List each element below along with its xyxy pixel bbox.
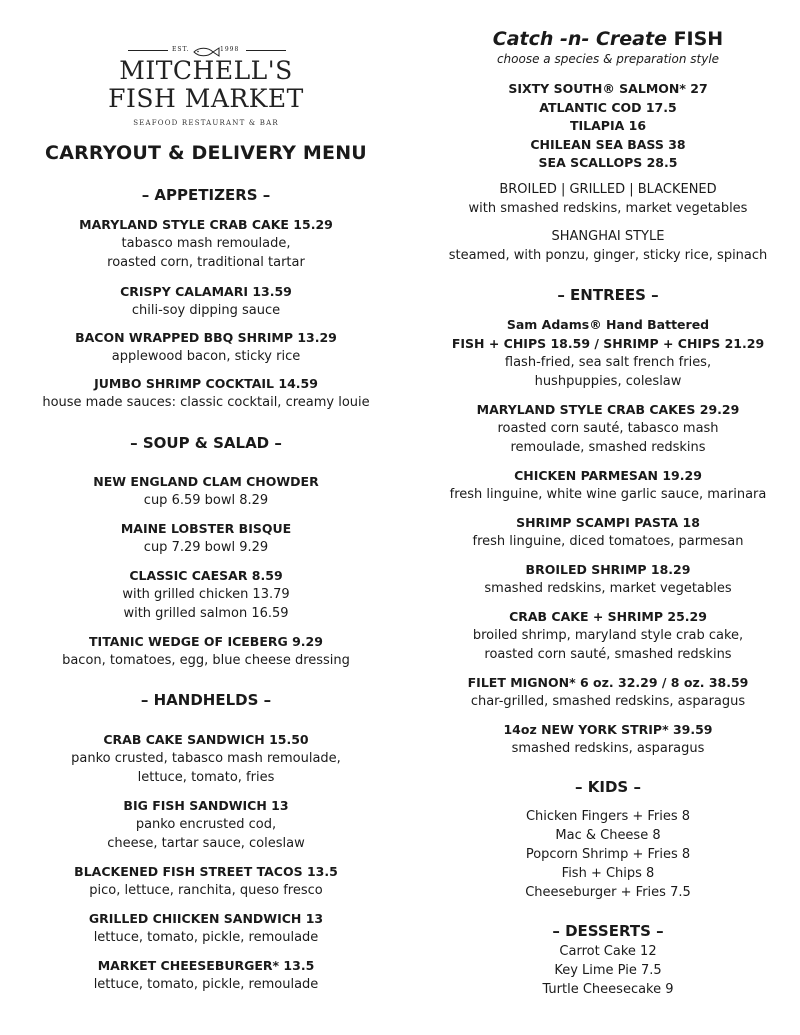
dessert-item: Carrot Cake 12 [559,944,657,959]
catch-title-italic: Catch -n- Create [492,28,667,50]
kids-item: Chicken Fingers + Fries 8 [525,809,691,824]
section-heading-kids: – KIDS – [575,778,641,796]
item-name: FILET MIGNON* 6 oz. 32.29 / 8 oz. 38.59 [467,675,749,690]
est-label: EST. [172,46,190,53]
kids-item: Mac & Cheese 8 [555,828,661,843]
species-item: TILAPIA 16 [569,118,647,133]
item-name: MARYLAND STYLE CRAB CAKES 29.29 [476,402,740,417]
item-name: BROILED SHRIMP 18.29 [525,562,691,577]
item-desc: cup 6.59 bowl 8.29 [143,493,269,508]
item-name: TITANIC WEDGE OF ICEBERG 9.29 [89,634,323,649]
menu-item [0,632,412,670]
item-desc: lettuce, tomato, pickle, remoulade [93,930,319,945]
menu-item [416,560,800,598]
section-heading-soup-salad: – SOUP & SALAD – [130,434,282,452]
item-desc: roasted corn sauté, smashed redskins [484,647,732,662]
item-name: 14oz NEW YORK STRIP* 39.59 [503,722,713,737]
item-name: MARKET CHEESEBURGER* 13.5 [97,958,315,973]
menu-item [0,730,412,787]
section-heading-appetizers: – APPETIZERS – [141,186,271,204]
item-desc: hushpuppies, coleslaw [534,374,682,389]
kids-list [416,807,800,902]
kids-item: Fish + Chips 8 [561,866,655,881]
catch-title-rest: FISH [666,28,724,50]
menu-item [416,315,800,391]
menu-item [416,466,800,504]
item-name: CRISPY CALAMARI 13.59 [120,284,292,299]
menu-item [0,519,412,557]
menu-item [0,328,412,366]
item-desc: cup 7.29 bowl 9.29 [143,540,269,555]
item-name: SHRIMP SCAMPI PASTA 18 [516,515,700,530]
item-name: MAINE LOBSTER BISQUE [120,521,292,536]
species-item: SIXTY SOUTH® SALMON* 27 [508,81,708,96]
brand-name-line2: FISH MARKET [108,84,304,113]
species-item: SEA SCALLOPS 28.5 [538,155,678,170]
item-desc: flash-fried, sea salt french fries, [504,355,712,370]
kids-item: Cheeseburger + Fries 7.5 [525,885,691,900]
item-desc: char-grilled, smashed redskins, asparagus [470,694,746,709]
catch-subtitle: choose a species & preparation style [496,52,720,66]
item-desc: smashed redskins, market vegetables [484,581,732,596]
prep-style [416,227,800,265]
item-desc: fresh linguine, diced tomatoes, parmesan [472,534,744,549]
item-name: JUMBO SHRIMP COCKTAIL 14.59 [94,376,318,391]
species-item: CHILEAN SEA BASS 38 [530,136,686,152]
item-desc: fresh linguine, white wine garlic sauce, marinara [449,487,767,502]
dessert-item: Key Lime Pie 7.5 [554,963,662,978]
item-name: CRAB CAKE SANDWICH 15.50 [103,732,309,747]
item-desc: pico, lettuce, ranchita, queso fresco [89,883,323,898]
item-name: BACON WRAPPED BBQ SHRIMP 13.29 [75,330,337,345]
item-desc: with grilled chicken 13.79 [122,587,290,602]
desserts-list [416,942,800,999]
menu-item [416,720,800,758]
menu-item [0,374,412,412]
menu-item [0,862,412,900]
species-item: ATLANTIC COD 17.5 [539,99,677,115]
item-desc: applewood bacon, sticky rice [111,349,301,364]
brand-name-line1: MITCHELL'S [119,56,293,85]
item-name: CHICKEN PARMESAN 19.29 [514,468,702,483]
prep-style-desc: with smashed redskins, market vegetables [468,201,748,216]
catch-title [416,28,800,50]
menu-item [0,282,412,320]
item-name: NEW ENGLAND CLAM CHOWDER [93,474,319,489]
item-desc: house made sauces: classic cocktail, creamy louie [42,395,370,410]
item-desc: tabasco mash remoulade, [121,236,291,251]
item-name: FISH + CHIPS 18.59 / SHRIMP + CHIPS 21.29 [451,336,765,351]
est-year: 1998 [220,46,240,53]
item-name: CRAB CAKE + SHRIMP 25.29 [509,609,707,624]
item-desc: panko crusted, tabasco mash remoulade, [71,751,341,766]
item-desc: broiled shrimp, maryland style crab cake, [472,628,744,643]
prep-style-desc: steamed, with ponzu, ginger, sticky rice, spinach [448,248,768,263]
menu-item [416,400,800,457]
item-desc: cheese, tartar sauce, coleslaw [107,836,305,851]
menu-item [0,796,412,853]
item-desc: smashed redskins, asparagus [511,741,705,756]
item-desc: lettuce, tomato, pickle, remoulade [93,977,319,992]
item-name: CLASSIC CAESAR 8.59 [129,568,283,583]
menu-item [0,472,412,510]
section-heading-handhelds: – HANDHELDS – [140,691,272,709]
brand-tagline: SEAFOOD RESTAURANT & BAR [133,119,279,127]
item-desc: roasted corn sauté, tabasco mash [497,421,719,436]
item-desc: lettuce, tomato, fries [137,770,275,785]
prep-style [416,180,800,218]
menu-item [416,607,800,664]
menu-item [416,673,800,711]
prep-style-name: SHANGHAI STYLE [551,229,665,244]
prep-style-name: BROILED | GRILLED | BLACKENED [499,182,717,197]
item-desc: bacon, tomatoes, egg, blue cheese dressing [62,653,350,668]
dessert-item: Turtle Cheesecake 9 [542,982,674,997]
item-name: BIG FISH SANDWICH 13 [123,798,289,813]
section-heading-desserts: – DESSERTS – [552,922,664,940]
menu-item [0,956,412,994]
menu-item [0,215,412,272]
item-desc: remoulade, smashed redskins [510,440,706,455]
item-name: Sam Adams® Hand Battered [506,317,710,332]
brand-logo [100,36,312,132]
item-name: GRILLED CHIICKEN SANDWICH 13 [88,911,324,926]
item-desc: roasted corn, traditional tartar [107,255,305,270]
menu-item [0,566,412,623]
item-name: BLACKENED FISH STREET TACOS 13.5 [74,864,338,879]
menu-item [0,909,412,947]
kids-item: Popcorn Shrimp + Fries 8 [525,847,691,862]
item-name: MARYLAND STYLE CRAB CAKE 15.29 [79,217,333,232]
page-title: CARRYOUT & DELIVERY MENU [45,142,367,164]
menu-item [416,513,800,551]
section-heading-entrees: – ENTREES – [557,286,659,304]
item-desc: chili-soy dipping sauce [131,303,281,318]
item-desc: with grilled salmon 16.59 [123,606,289,621]
item-desc: panko encrusted cod, [135,817,277,832]
species-list [416,80,800,173]
